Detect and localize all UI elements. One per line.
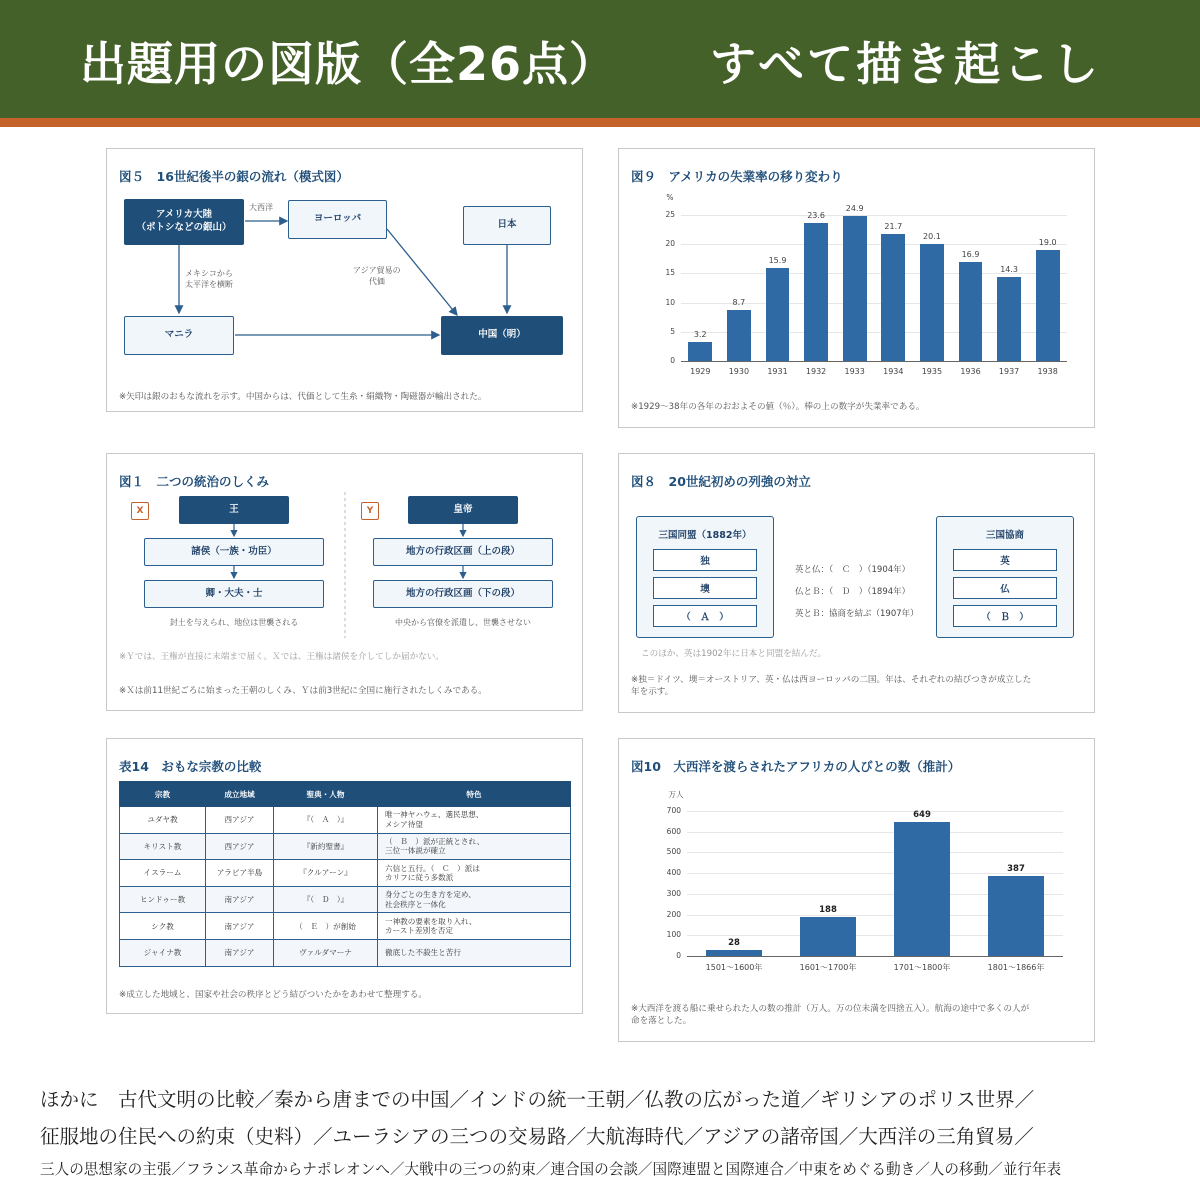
caption-x: 封土を与えられ、地位は世襲される [169, 618, 299, 627]
cell-features [378, 886, 571, 913]
banner-accent-stripe [0, 118, 1200, 127]
member-blank-a: （ Ａ ） [653, 605, 757, 627]
bar [843, 216, 867, 361]
panel-fig10-atlantic-slave-trade [618, 738, 1095, 1042]
x-axis-line [687, 956, 1063, 957]
caption-y: 中央から官僚を派遣し、世襲させない [395, 618, 531, 627]
features-line2: メシア待望 [385, 819, 423, 829]
x-tick-label: 1601〜1700年 [799, 963, 857, 972]
table-body [120, 807, 571, 967]
panel-note-2: ※Ｘは前11世紀ごろに始まった王朝のしくみ、Ｙは前3世紀に全国に施行されたしくみである。 [119, 686, 487, 696]
banner-title: 出題用の図版（全26点） [80, 37, 617, 91]
bar [881, 234, 905, 361]
note-line2: 年を示す。 [631, 687, 674, 698]
panel-title: 図８ 20世紀初めの列強の対立 [631, 474, 811, 489]
x-tick-label: 1701〜1800年 [893, 963, 951, 972]
col-header-region: 成立地域 [206, 782, 274, 807]
node-feudal-lords: 諸侯（一族・功臣） [144, 538, 324, 566]
label-asia-line2: 代価 [368, 276, 385, 286]
triple-alliance-box [636, 516, 774, 638]
cell-region: アラビア半島 [206, 860, 274, 887]
x-tick-label: 1931 [767, 367, 788, 376]
bar-value-label: 649 [913, 809, 931, 820]
panel-fig1-governance [106, 453, 583, 711]
triple-entente-box [936, 516, 1074, 638]
features-line1: 一神教の要素を取り入れ、 [385, 916, 477, 926]
cell-features [378, 833, 571, 860]
y-tick-label: 600 [666, 826, 681, 836]
grid-line [687, 852, 1063, 853]
cell-religion: ヒンドゥー教 [120, 886, 206, 913]
cell-scripture: （ Ｅ ）が創始 [274, 913, 378, 940]
panel-note-1: ※Ｙでは、王権が直接に末端まで届く。Ｘでは、王権は諸侯を介してしか届かない。 [119, 652, 444, 662]
x-tick-label: 1801〜1866年 [987, 963, 1045, 972]
panel-title: 図５ 16世紀後半の銀の流れ（模式図） [119, 169, 349, 184]
y-tick-label: 10 [665, 297, 675, 307]
y-tick-label: 200 [666, 909, 681, 919]
node-europe: ヨーロッパ [288, 200, 387, 239]
x-tick-label: 1933 [844, 367, 865, 376]
node-japan: 日本 [463, 206, 551, 245]
panel-table14-religions [106, 738, 583, 1014]
bar [688, 342, 712, 361]
bar-value-label: 28 [728, 938, 740, 949]
bar-value-label: 8.7 [732, 298, 746, 308]
panel-fig5-silver-flow [106, 148, 583, 412]
cell-region: 南アジア [206, 939, 274, 966]
features-line2: 三位一体説が確立 [385, 846, 446, 856]
panel-note: ※矢印は銀のおもな流れを示す。中国からは、代価として生糸・絹織物・陶磁器が輸出された。 [119, 392, 487, 402]
tag-x: X [131, 502, 149, 520]
table-row [120, 939, 571, 966]
col-header-religion: 宗教 [120, 782, 206, 807]
table-row [120, 860, 571, 887]
panel-note [631, 1003, 1029, 1028]
node-lower-district: 地方の行政区画（下の段） [373, 580, 553, 608]
cell-scripture: 『新約聖書』 [274, 833, 378, 860]
x-tick-label: 1935 [921, 367, 943, 376]
node-ministers: 卿・大夫・士 [144, 580, 324, 608]
bar [1036, 250, 1060, 361]
panel-title: 図９ アメリカの失業率の移り変わり [631, 169, 843, 184]
y-tick-label: 400 [666, 868, 681, 878]
panel-fig8-alliances [618, 453, 1095, 713]
cell-religion: イスラーム [120, 860, 206, 887]
bar [766, 268, 790, 361]
node-china: 中国（明） [441, 316, 563, 355]
banner-subtitle: すべて描き起こし [710, 37, 1102, 91]
cell-religion: ユダヤ教 [120, 807, 206, 834]
header-banner [0, 0, 1200, 118]
relation-1: 英と仏：（ Ｃ ）（1904年） [795, 565, 911, 575]
x-tick-label: 1932 [805, 367, 827, 376]
bar [997, 277, 1021, 361]
member-germany: 独 [653, 549, 757, 571]
x-tick-label: 1936 [960, 367, 981, 376]
x-tick-label: 1929 [690, 367, 711, 376]
features-line1: （ Ｂ ）派が正統とされ、 [385, 836, 485, 846]
tag-y: Y [361, 502, 379, 520]
label-asia-trade [353, 266, 401, 288]
note-line1: ※独＝ドイツ、墺＝オーストリア、英・仏は西ヨーロッパの二国。年は、それぞれの結びつきが成立した [631, 675, 1032, 685]
panel-note: ※成立した地域と、国家や社会の秩序とどう結びついたかをあわせて整理する。 [119, 990, 427, 1000]
bar [920, 244, 944, 361]
cell-region: 南アジア [206, 886, 274, 913]
features-line1: 唯一神ヤハウェ、選民思想、 [385, 810, 484, 820]
panel-title: 図１ 二つの統治のしくみ [119, 474, 270, 489]
bar-value-label: 15.9 [768, 256, 787, 266]
bar [959, 262, 983, 361]
footer-list-line2: 征服地の住民への約束（史料）／ユーラシアの三つの交易路／大航海時代／アジアの諸帝国／大西洋の三角貿易／ [40, 1125, 1034, 1148]
note-line1: ※大西洋を渡る船に乗せられた人の数の推計（万人。万の位未満を四捨五入）。航海の途中で多くの人が [631, 1004, 1030, 1014]
cell-region: 西アジア [206, 807, 274, 834]
member-blank-b: （ Ｂ ） [953, 605, 1057, 627]
note-line2: 命を落とした。 [631, 1016, 692, 1027]
label-mexico-line2: 太平洋を横断 [185, 279, 233, 289]
x-tick-label: 1938 [1037, 367, 1058, 376]
y-tick-label: 5 [670, 326, 675, 336]
table-row [120, 833, 571, 860]
table-row [120, 913, 571, 940]
bar-value-label: 188 [819, 905, 837, 916]
col-header-features: 特色 [378, 782, 571, 807]
bar [894, 822, 950, 956]
label-asia-line1: アジア貿易の [353, 266, 401, 275]
cell-features [378, 807, 571, 834]
x-tick-label: 1937 [998, 367, 1020, 376]
bar-value-label: 20.1 [922, 231, 941, 241]
member-britain: 英 [953, 549, 1057, 571]
bar-value-label: 14.3 [1000, 265, 1018, 275]
panel-title: 図10 大西洋を渡らされたアフリカの人びとの数（推計） [631, 759, 961, 774]
features-line1: 徹底した不殺生と苦行 [385, 948, 461, 958]
y-tick-label: 500 [666, 847, 681, 857]
cell-scripture: 『（ Ｄ ）』 [274, 886, 378, 913]
node-upper-district: 地方の行政区画（上の段） [373, 538, 553, 566]
y-tick-label: 15 [665, 268, 675, 278]
cell-religion: シク教 [120, 913, 206, 940]
x-tick-label: 1930 [728, 367, 750, 376]
cell-features [378, 939, 571, 966]
chart-unemployment [619, 149, 1095, 389]
features-line2: 社会秩序と一体化 [385, 899, 446, 909]
node-americas [124, 199, 244, 245]
bar [988, 876, 1044, 956]
chart-atlantic-crossings [619, 739, 1095, 989]
panel-fig9-unemployment [618, 148, 1095, 428]
bar-value-label: 387 [1007, 863, 1025, 874]
triple-entente-title: 三国協商 [985, 530, 1024, 541]
node-americas-line2: （ポトシなどの銀山） [136, 222, 232, 233]
cell-region: 西アジア [206, 833, 274, 860]
y-tick-label: 300 [666, 888, 681, 898]
footer-list-line1: ほかに 古代文明の比較／秦から唐までの中国／インドの統一王朝／仏教の広がった道／ギリシアのポリス世界／ [40, 1088, 1035, 1111]
node-king: 王 [179, 496, 289, 524]
cell-scripture: ヴァルダマーナ [274, 939, 378, 966]
node-emperor: 皇帝 [408, 496, 518, 524]
relation-2: 仏とＢ：（ Ｄ ）（1894年） [795, 587, 911, 597]
bar-value-label: 23.6 [807, 211, 825, 221]
features-line1: 身分ごとの生き方を定め、 [385, 890, 476, 900]
table-row [120, 807, 571, 834]
y-tick-label: 700 [666, 806, 681, 815]
table-row [120, 886, 571, 913]
cell-religion: ジャイナ教 [120, 939, 206, 966]
y-tick-label: 0 [676, 951, 681, 960]
x-tick-label: 1934 [883, 367, 904, 376]
bar-value-label: 3.2 [693, 330, 707, 340]
flow-arrows [107, 149, 583, 412]
col-header-scripture: 聖典・人物 [274, 782, 378, 807]
label-mexico-pacific [185, 269, 233, 291]
bar-value-label: 16.9 [961, 250, 980, 260]
aside-note: このほか、英は1902年に日本と同盟を結んだ。 [641, 649, 827, 659]
bar [804, 223, 828, 361]
label-mexico-line1: メキシコから [185, 269, 233, 278]
y-tick-label: 25 [665, 210, 675, 219]
bar [800, 917, 856, 956]
religion-table [119, 781, 571, 967]
table-header-row [120, 782, 571, 807]
relation-3: 英とＢ：協商を結ぶ（1907年） [795, 609, 919, 619]
y-axis-unit: % [666, 193, 674, 202]
grid-line [687, 832, 1063, 833]
panel-title: 表14 おもな宗教の比較 [119, 759, 262, 774]
bar-value-label: 24.9 [845, 203, 864, 213]
features-line1: 六信と五行。（ Ｃ ）派は [385, 863, 480, 873]
cell-region: 南アジア [206, 913, 274, 940]
features-line2: カースト差別を否定 [385, 926, 453, 936]
label-atlantic: 大西洋 [249, 203, 273, 212]
grid-line [681, 215, 1067, 216]
x-tick-label: 1501〜1600年 [705, 963, 763, 972]
cell-features [378, 913, 571, 940]
member-france: 仏 [953, 577, 1057, 599]
node-manila: マニラ [124, 316, 234, 355]
y-axis-unit: 万人 [668, 790, 684, 799]
grid-line [681, 244, 1067, 245]
y-tick-label: 0 [670, 356, 675, 365]
cell-scripture: 『（ Ａ ）』 [274, 807, 378, 834]
panel-note [631, 674, 1031, 699]
bar [727, 310, 751, 361]
y-tick-label: 100 [666, 930, 681, 940]
node-americas-line1: アメリカ大陸 [155, 209, 213, 221]
panel-note: ※1929〜38年の各年のおおよその値（％）。棒の上の数字が失業率である。 [631, 402, 925, 412]
x-axis-line [681, 361, 1067, 362]
footer-list-line3: 三人の思想家の主張／フランス革命からナポレオンへ／大戦中の三つの約束／連合国の会談／国際連盟と国際連合／中東をめぐる動き／人の移動／並行年表 [40, 1161, 1062, 1178]
cell-features [378, 860, 571, 887]
features-line2: カリフに従う多数派 [385, 872, 454, 882]
y-tick-label: 20 [665, 239, 675, 249]
bar-value-label: 19.0 [1038, 238, 1057, 248]
cell-scripture: 『クルアーン』 [274, 860, 378, 887]
cell-religion: キリスト教 [120, 833, 206, 860]
bar-value-label: 21.7 [884, 222, 903, 232]
triple-alliance-title: 三国同盟（1882年） [658, 530, 752, 541]
grid-line [687, 811, 1063, 812]
member-austria: 墺 [653, 577, 757, 599]
